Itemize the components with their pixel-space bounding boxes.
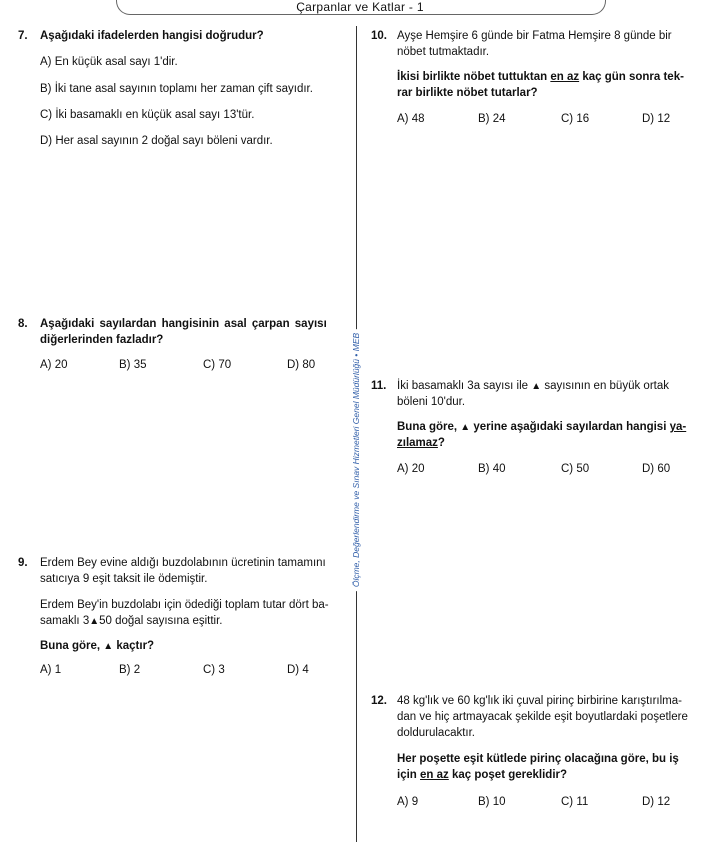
option-b[interactable]: B) 24 [478, 113, 506, 125]
text-part: yerine aşağıdaki sayılardan hangisi [470, 421, 670, 433]
side-label-meb: MEB [351, 332, 361, 352]
option-d[interactable]: D) 12 [642, 796, 671, 808]
option-c[interactable]: C) 50 [561, 463, 590, 475]
option-a[interactable]: A) 20 [40, 359, 68, 371]
question-text-line2: dan ve hiç artmayacak şekilde eşit boyutlardaki poşetlere [397, 711, 688, 723]
question-text-line3: doldurulacaktır. [397, 727, 475, 739]
underlined-text: en az [420, 769, 449, 781]
triangle-icon: ▲ [531, 381, 542, 392]
question-text-line4 [40, 615, 223, 627]
question-text-line1: Ayşe Hemşire 6 günde bir Fatma Hemşire 8 günde bir [397, 30, 672, 42]
text-part: Buna göre, [40, 640, 104, 652]
side-label-text: Ölçme, Değerlendirme ve Sınav Hizmetleri Genel Müdürlüğü [351, 358, 361, 588]
question-text-line1: Erdem Bey evine aldığı buzdolabının ücretinin tamamını [40, 557, 326, 569]
question-text-line2: satıcıya 9 eşit taksit ile ödemiştir. [40, 573, 208, 585]
question-number: 11. [371, 380, 387, 392]
option-c[interactable]: C) 11 [561, 796, 589, 808]
text-part: İkisi birlikte nöbet tuttuktan [397, 71, 551, 83]
text-part: kaç gün sonra tek- [579, 71, 684, 83]
option-a[interactable]: A) 9 [397, 796, 419, 808]
option-b[interactable]: B) 40 [478, 463, 506, 475]
triangle-icon: ▲ [460, 422, 471, 433]
question-prompt-line2: rar birlikte nöbet tutarlar? [397, 87, 538, 99]
option-d[interactable]: D) 4 [287, 664, 309, 676]
option-c[interactable]: C) 16 [561, 113, 590, 125]
underlined-text: zılamaz [397, 437, 438, 449]
underlined-text: ya- [669, 421, 687, 433]
question-prompt-line2 [397, 437, 445, 449]
text-part: 50 doğal sayısına eşittir. [99, 615, 223, 627]
question-prompt-line1: Her poşette eşit kütlede pirinç olacağına göre, bu iş [397, 753, 679, 765]
side-label [351, 329, 361, 591]
text-part: kaç poşet gereklidir? [448, 769, 568, 781]
text-part: İki basamaklı 3a sayısı ile [397, 380, 532, 392]
option-c[interactable]: C) İki basamaklı en küçük asal sayı 13'tür. [40, 109, 255, 121]
question-text-line1: 48 kg'lık ve 60 kg'lık iki çuval pirinç birbirine karıştırılma- [397, 695, 682, 707]
text-part: için [397, 769, 421, 781]
question-text-line2: böleni 10'dur. [397, 396, 466, 408]
option-d[interactable]: D) 80 [287, 359, 316, 371]
question-prompt-line1 [397, 421, 686, 433]
question-number: 7. [18, 30, 28, 42]
question-number: 10. [371, 30, 387, 42]
underlined-text: en az [550, 71, 580, 83]
text-part: Buna göre, [397, 421, 461, 433]
question-text-line3: Erdem Bey'in buzdolabı için ödediği toplam tutar dört ba- [40, 599, 329, 611]
question-prompt: Aşağıdaki ifadelerden hangisi doğrudur? [40, 30, 264, 42]
text-part: sayısının en büyük ortak [541, 380, 669, 392]
option-b[interactable]: B) 10 [478, 796, 506, 808]
option-d[interactable]: D) Her asal sayının 2 doğal sayı böleni vardır. [40, 135, 273, 147]
page-title: Çarpanlar ve Katlar - 1 [296, 0, 424, 14]
question-prompt [40, 640, 154, 652]
option-c[interactable]: C) 3 [203, 664, 225, 676]
question-text-line1 [397, 380, 669, 392]
option-c[interactable]: C) 70 [203, 359, 232, 371]
question-number: 9. [18, 557, 28, 569]
question-number: 8. [18, 318, 28, 330]
triangle-icon: ▲ [89, 616, 100, 627]
option-a[interactable]: A) 20 [397, 463, 425, 475]
option-b[interactable]: B) 2 [119, 664, 141, 676]
text-part: samaklı 3 [40, 615, 90, 627]
question-prompt-line1 [397, 71, 684, 83]
text-part: ? [437, 437, 445, 449]
question-number: 12. [371, 695, 387, 707]
option-d[interactable]: D) 12 [642, 113, 671, 125]
text-part: kaçtır? [113, 640, 155, 652]
triangle-icon: ▲ [103, 641, 114, 652]
option-a[interactable]: A) En küçük asal sayı 1'dir. [40, 56, 178, 68]
option-d[interactable]: D) 60 [642, 463, 671, 475]
side-label-bullet: • [351, 353, 361, 357]
question-prompt-line2: diğerlerinden fazladır? [40, 334, 164, 346]
option-b[interactable]: B) 35 [119, 359, 147, 371]
option-b[interactable]: B) İki tane asal sayının toplamı her zaman çift sayıdır. [40, 83, 313, 95]
option-a[interactable]: A) 48 [397, 113, 425, 125]
question-prompt-line2 [397, 769, 567, 781]
question-text-line2: nöbet tutmaktadır. [397, 46, 490, 58]
option-a[interactable]: A) 1 [40, 664, 62, 676]
question-prompt-line1: Aşağıdaki sayılardan hangisinin asal çarpan sayısı [40, 318, 327, 330]
